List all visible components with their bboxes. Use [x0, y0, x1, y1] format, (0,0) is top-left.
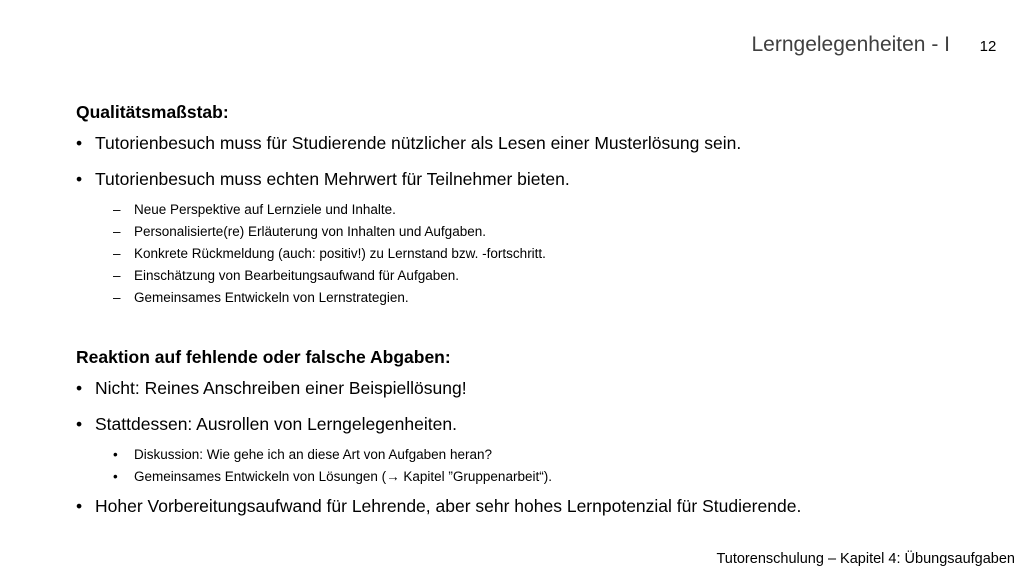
- sub-item-text: Personalisierte(re) Erläuterung von Inhalten und Aufgaben.: [134, 224, 486, 239]
- bullet-text: Nicht: Reines Anschreiben einer Beispiellösung!: [95, 378, 467, 398]
- bullet-text: Tutorienbesuch muss echten Mehrwert für Teilnehmer bieten.: [95, 169, 570, 189]
- dash-marker: –: [113, 268, 121, 283]
- sub-item: [76, 265, 1006, 287]
- bullet-marker: •: [76, 414, 83, 434]
- dash-marker: –: [113, 202, 121, 217]
- bullet-item: [76, 408, 1006, 444]
- sub-item: [76, 466, 1006, 488]
- bullet-marker: •: [113, 469, 118, 484]
- bullet-marker: •: [76, 169, 83, 189]
- bullet-text: Tutorienbesuch muss für Studierende nützlicher als Lesen einer Musterlösung sein.: [95, 133, 742, 153]
- bullet-item: [76, 490, 1006, 526]
- bullet-marker: •: [76, 378, 83, 398]
- sub-item: [76, 287, 1006, 309]
- sub-item: [76, 444, 1006, 466]
- dash-marker: –: [113, 224, 121, 239]
- bullet-text: Stattdessen: Ausrollen von Lerngelegenheiten.: [95, 414, 457, 434]
- bullet-marker: •: [76, 133, 83, 153]
- bullet-text: Hoher Vorbereitungsaufwand für Lehrende, aber sehr hohes Lernpotenzial für Studierende.: [95, 496, 802, 516]
- sub-item-text: Konkrete Rückmeldung (auch: positiv!) zu Lernstand bzw. -fortschritt.: [134, 246, 546, 261]
- footer-text: Tutorenschulung – Kapitel 4: Übungsaufgaben: [716, 551, 1015, 567]
- slide-content: [76, 97, 1006, 526]
- bullet-marker: •: [76, 496, 83, 516]
- slide-number: 12: [979, 38, 997, 55]
- sub-item: [76, 221, 1006, 243]
- sub-item-text: Einschätzung von Bearbeitungsaufwand für Aufgaben.: [134, 268, 459, 283]
- bullet-item: [76, 163, 1006, 199]
- sub-item-text: Gemeinsames Entwickeln von Lösungen (→ Kapitel ”Gruppenarbeit“).: [134, 469, 552, 484]
- sub-item-text: Gemeinsames Entwickeln von Lernstrategien.: [134, 290, 409, 305]
- bullet-item: [76, 372, 1006, 408]
- sub-item: [76, 199, 1006, 221]
- sub-item-text: Neue Perspektive auf Lernziele und Inhalte.: [134, 202, 396, 217]
- dash-marker: –: [113, 246, 121, 261]
- section-heading-reaction: Reaktion auf fehlende oder falsche Abgaben:: [76, 347, 451, 367]
- slide-title: Lerngelegenheiten - I: [751, 33, 950, 56]
- section-heading-quality: Qualitätsmaßstab:: [76, 102, 229, 122]
- bullet-item: [76, 127, 1006, 163]
- sub-item-text: Diskussion: Wie gehe ich an diese Art von Aufgaben heran?: [134, 447, 492, 462]
- sub-item: [76, 243, 1006, 265]
- bullet-marker: •: [113, 447, 118, 462]
- dash-marker: –: [113, 290, 121, 305]
